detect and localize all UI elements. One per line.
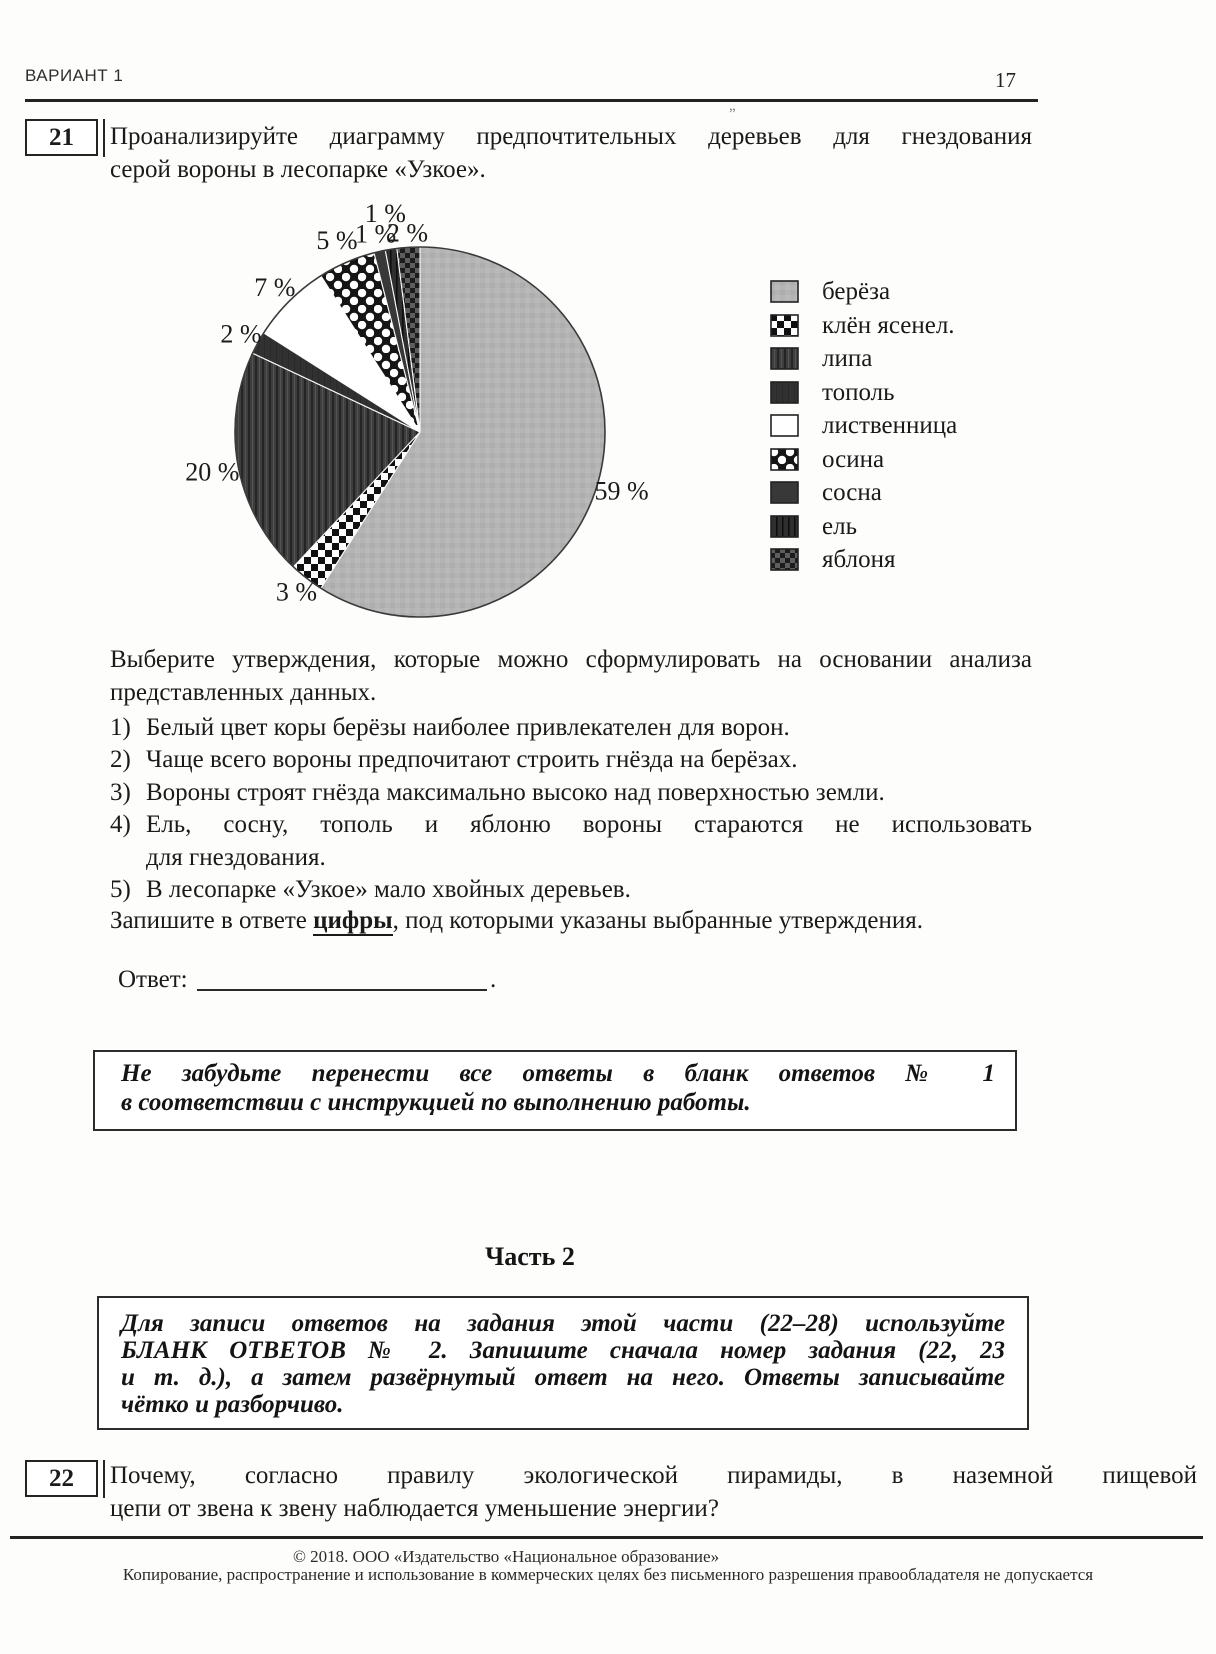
question-22-text	[110, 1459, 1197, 1525]
legend-item	[770, 411, 957, 445]
text-line: и т. д.), а затем развёрнутый ответ на него. Ответы записывайте	[121, 1364, 1005, 1391]
text-line: для гнездования.	[146, 843, 326, 871]
legend-swatch	[770, 481, 799, 504]
notice-box-1	[93, 1050, 1017, 1131]
statement-item	[110, 809, 1032, 874]
select-prompt	[110, 643, 1032, 709]
legend-item	[770, 545, 957, 579]
text-line: Не забудьте перенести все ответы в бланк ответов № 1	[121, 1060, 995, 1087]
statement-text	[146, 874, 1032, 906]
text-line: БЛАНК ОТВЕТОВ № 2. Запишите сначала номер задания (22, 23	[121, 1337, 1005, 1364]
legend-label: сосна	[822, 479, 882, 506]
statement-item	[110, 712, 1032, 744]
text-line: Чаще всего вороны предпочитают строить гнёзда на берёзах.	[146, 746, 798, 774]
statement-text	[146, 744, 1032, 776]
legend-label: клён ясенел.	[822, 311, 955, 339]
question-21-tick	[103, 119, 105, 157]
text-line: Проанализируйте диаграмму предпочтительных деревьев для гнездования	[110, 123, 1032, 150]
question-22-number: 22	[49, 1464, 74, 1492]
question-21-text	[110, 120, 1032, 186]
statement-number: 4)	[110, 811, 131, 839]
write-prompt-prefix: Запишите в ответе	[110, 907, 314, 934]
statement-item	[110, 777, 1032, 809]
header-rule	[25, 99, 1038, 102]
legend-swatch	[770, 414, 799, 437]
pie-label: 2 %	[386, 218, 429, 248]
text-line: Для записи ответов на задания этой части (22–28) используйте	[121, 1310, 1005, 1337]
statement-text	[146, 712, 1032, 744]
legend-item	[770, 344, 957, 378]
legend-label: лиственница	[822, 412, 958, 439]
footer-disclaimer: Копирование, распространение и использование в коммерческих целях без письменного разрешения правообладателя не допускается	[122, 1565, 1094, 1584]
pie-label: 1 %	[364, 198, 406, 228]
pie-label: 1 %	[355, 219, 397, 249]
notice-box-2	[97, 1296, 1029, 1430]
statement-text	[146, 809, 1032, 874]
legend-label: яблоня	[822, 546, 896, 573]
pie-label: 7 %	[254, 272, 296, 302]
legend-swatch	[770, 347, 799, 370]
text-line: представленных данных.	[110, 679, 377, 706]
statement-number: 3)	[110, 778, 131, 806]
text-line: Ель, сосну, тополь и яблоню вороны стараются не использовать	[146, 811, 1032, 839]
text-line: цепи от звена к звену наблюдается уменьшение энергии?	[110, 1495, 719, 1522]
footer-rule	[10, 1536, 1203, 1539]
pie-label: 3 %	[275, 577, 317, 607]
legend-swatch	[770, 548, 799, 571]
answer-blank-line	[197, 963, 487, 991]
statement-item	[110, 744, 1032, 776]
chart-legend	[770, 277, 957, 579]
legend-item	[770, 512, 957, 546]
variant-label: ВАРИАНТ 1	[25, 66, 124, 85]
legend-item	[770, 311, 957, 345]
pie-label: 59 %	[594, 476, 649, 506]
legend-item	[770, 478, 957, 512]
answer-label: Ответ:	[118, 966, 188, 993]
answer-period: .	[490, 966, 497, 993]
legend-item	[770, 445, 957, 479]
part-2-title: Часть 2	[485, 1242, 575, 1271]
question-21-number-box	[25, 119, 98, 156]
legend-swatch	[770, 314, 799, 337]
footer-copyright: © 2018. ООО «Издательство «Национальное образование»	[293, 1547, 720, 1566]
write-prompt	[110, 904, 1032, 937]
text-line: Вороны строят гнёзда максимально высоко над поверхностью земли.	[146, 778, 885, 806]
write-prompt-digits-word: цифры	[313, 907, 393, 934]
text-line: Почему, согласно правилу экологической пирамиды, в наземной пищевой	[110, 1462, 1197, 1489]
write-prompt-suffix: , под которыми указаны выбранные утверждения.	[392, 907, 924, 934]
text-line: Выберите утверждения, которые можно сформулировать на основании анализа	[110, 646, 1032, 673]
question-22-number-box	[25, 1460, 98, 1497]
legend-swatch	[770, 280, 799, 303]
statement-number: 2)	[110, 746, 131, 774]
text-line: серой вороны в лесопарке «Узкое».	[110, 156, 486, 183]
pie-chart	[150, 193, 695, 625]
page-number: 17	[995, 68, 1016, 92]
legend-label: осина	[822, 445, 885, 473]
legend-swatch	[770, 381, 799, 404]
statements-list	[110, 712, 1032, 906]
legend-item	[770, 277, 957, 311]
legend-item	[770, 378, 957, 412]
legend-label: ель	[822, 512, 857, 540]
question-21-number: 21	[49, 123, 74, 151]
scan-artifact: „	[729, 98, 736, 114]
text-line: Белый цвет коры берёзы наиболее привлекателен для ворон.	[146, 714, 790, 741]
pie-label: 5 %	[316, 226, 358, 256]
notice-box-1-text	[121, 1059, 995, 1117]
notice-box-2-text	[121, 1310, 1005, 1418]
pie-label: 20 %	[185, 457, 240, 487]
statement-number: 5)	[110, 876, 131, 904]
question-22-tick	[103, 1460, 105, 1498]
pie-label: 2 %	[220, 319, 262, 349]
statement-number: 1)	[110, 714, 131, 741]
legend-label: липа	[822, 345, 873, 372]
text-line: чётко и разборчиво.	[121, 1391, 344, 1418]
text-line: В лесопарке «Узкое» мало хвойных деревьев.	[146, 876, 631, 904]
legend-swatch	[770, 448, 799, 471]
statement-item	[110, 874, 1032, 906]
text-line: в соответствии с инструкцией по выполнению работы.	[121, 1089, 751, 1116]
legend-swatch	[770, 515, 799, 538]
legend-label: берёза	[822, 278, 891, 305]
legend-label: тополь	[822, 378, 895, 406]
statement-text	[146, 777, 1032, 809]
